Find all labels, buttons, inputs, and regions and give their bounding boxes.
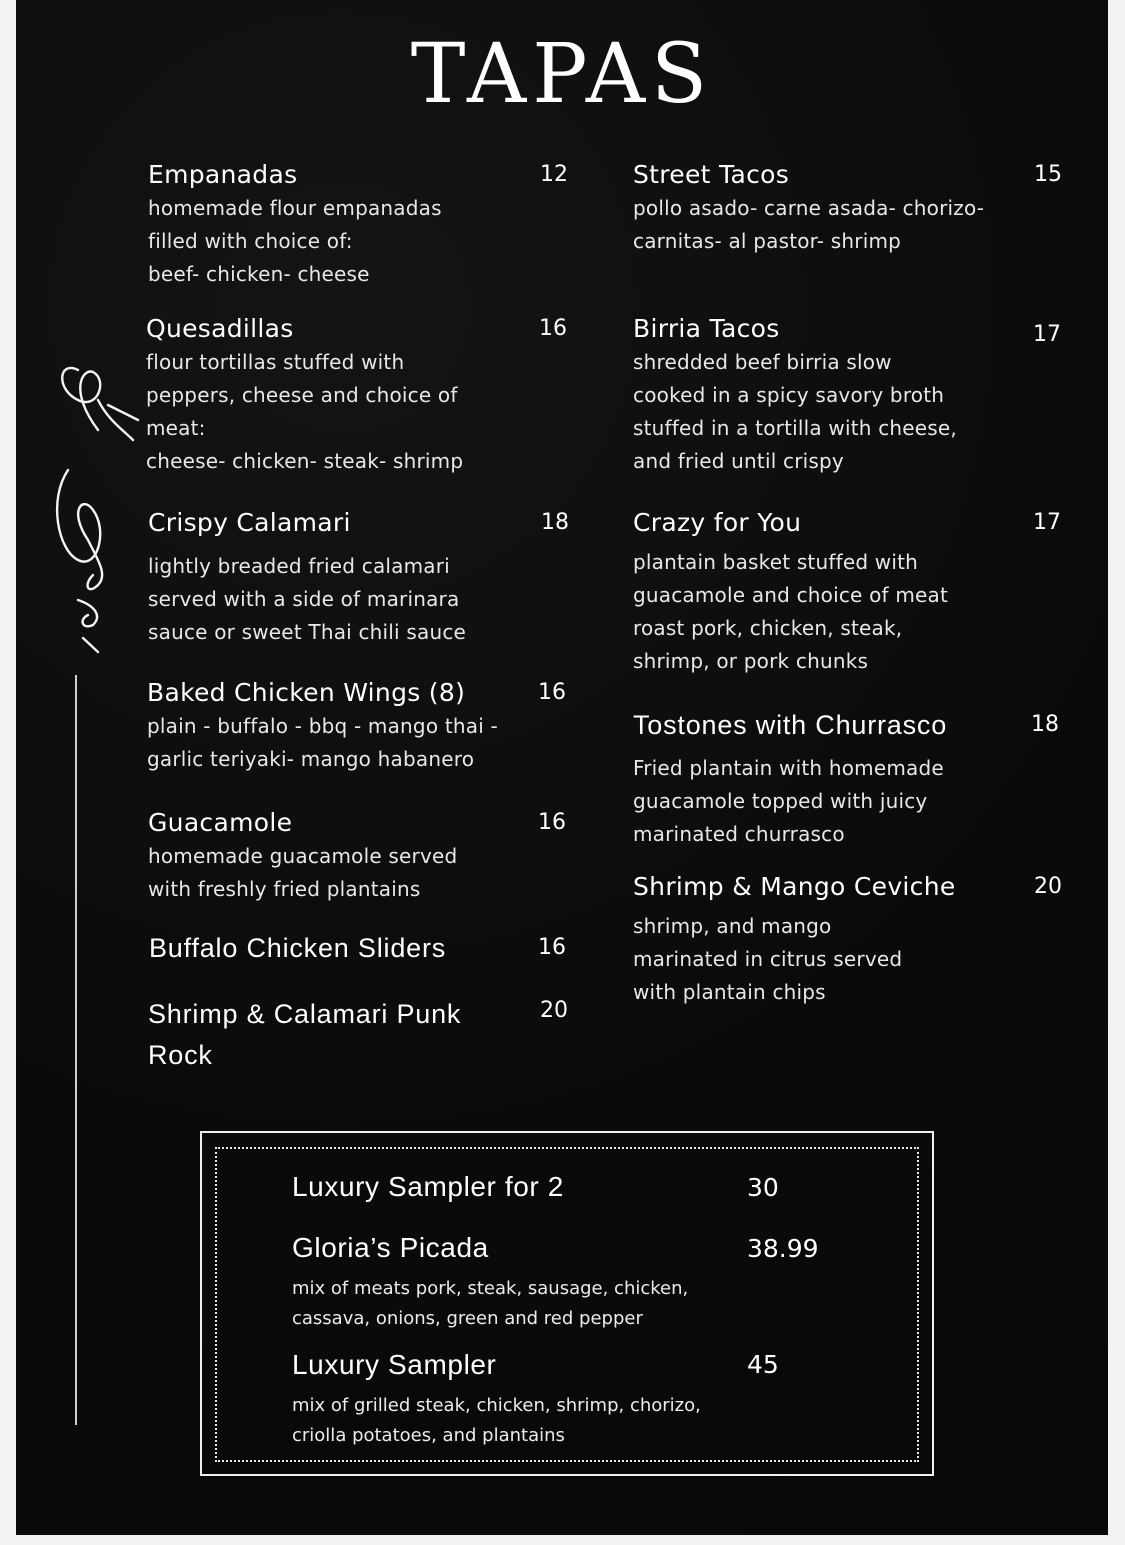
item-name: Street Tacos — [633, 160, 790, 189]
menu-item-buffalo-chicken-sliders — [149, 931, 569, 965]
item-price: 15 — [1034, 162, 1062, 187]
menu-item-baked-chicken-wings — [147, 676, 567, 776]
item-description: plain - buffalo - bbq - mango thai - garlic teriyaki- mango habanero — [147, 714, 498, 771]
menu-item-guacamole — [148, 806, 568, 906]
item-price: 17 — [1033, 510, 1061, 535]
item-description: homemade guacamole served with freshly fried plantains — [148, 844, 458, 901]
menu-item-shrimp-calamari-punk-rock — [148, 994, 568, 1076]
item-price: 20 — [1034, 874, 1062, 899]
sampler-description: mix of grilled steak, chicken, shrimp, chorizo, criolla potatoes, and plantains — [292, 1395, 701, 1446]
menu-item-crazy-for-you — [633, 506, 1073, 678]
sampler-name: Luxury Sampler — [292, 1349, 497, 1380]
sampler-name: Luxury Sampler for 2 — [292, 1171, 564, 1202]
divider-line — [75, 675, 77, 1425]
item-price: 18 — [541, 510, 569, 535]
sampler-name: Gloria’s Picada — [292, 1232, 489, 1263]
item-description: lightly breaded fried calamari served with a side of marinara sauce or sweet Thai chili sauce — [148, 554, 467, 644]
menu-item-quesadillas — [146, 312, 566, 478]
menu-item-crispy-calamari — [148, 506, 568, 649]
item-name: Shrimp & Mango Ceviche — [633, 872, 956, 901]
item-name: Buffalo Chicken Sliders — [149, 933, 447, 963]
sampler-item-glorias-picada — [292, 1230, 688, 1334]
item-description: Fried plantain with homemade guacamole topped with juicy marinated churrasco — [633, 756, 944, 846]
sampler-box — [200, 1131, 934, 1476]
menu-item-street-tacos — [633, 158, 1073, 258]
item-price: 16 — [539, 316, 567, 341]
item-name: Birria Tacos — [633, 314, 780, 343]
item-name: Crispy Calamari — [148, 508, 351, 537]
item-price: 20 — [540, 998, 568, 1023]
item-price: 16 — [538, 810, 566, 835]
item-name: Empanadas — [148, 160, 298, 189]
sampler-item-luxury — [292, 1347, 701, 1451]
item-price: 18 — [1031, 712, 1059, 737]
item-description: pollo asado- carne asada- chorizo- carnitas- al pastor- shrimp — [633, 196, 985, 253]
item-name: Guacamole — [148, 808, 293, 837]
menu-page — [16, 0, 1108, 1535]
menu-title: TAPAS — [410, 27, 714, 122]
sampler-price: 45 — [747, 1350, 779, 1379]
item-description: shredded beef birria slow cooked in a spicy savory broth stuffed in a tortilla with cheese, and fried until crispy — [633, 350, 957, 473]
sampler-price: 38.99 — [747, 1234, 819, 1263]
item-price: 16 — [538, 680, 566, 705]
item-name: Shrimp & Calamari Punk Rock — [148, 999, 462, 1070]
signature-logo — [38, 360, 148, 660]
item-description: flour tortillas stuffed with peppers, cheese and choice of meat: cheese- chicken- steak- shrimp — [146, 350, 464, 473]
item-name: Baked Chicken Wings (8) — [147, 678, 466, 707]
menu-item-tostones-with-churrasco — [633, 708, 1073, 851]
sampler-description: mix of meats pork, steak, sausage, chicken, cassava, onions, green and red pepper — [292, 1278, 689, 1329]
item-description: homemade flour empanadas filled with choice of: beef- chicken- cheese — [148, 196, 442, 286]
sampler-item-luxury-for-2 — [292, 1169, 564, 1205]
item-name: Crazy for You — [633, 508, 802, 537]
sampler-price: 30 — [747, 1173, 779, 1202]
item-price: 16 — [538, 935, 566, 960]
item-name: Tostones with Churrasco — [633, 710, 948, 740]
item-name: Quesadillas — [146, 314, 294, 343]
item-price: 17 — [1033, 322, 1061, 347]
menu-item-birria-tacos — [633, 312, 1073, 478]
item-description: shrimp, and mango marinated in citrus served with plantain chips — [633, 914, 903, 1004]
item-price: 12 — [540, 162, 568, 187]
item-description: plantain basket stuffed with guacamole and choice of meat roast pork, chicken, steak, shrimp, or pork chunks — [633, 550, 949, 673]
menu-item-shrimp-mango-ceviche — [633, 870, 1083, 1009]
menu-item-empanadas — [148, 158, 568, 291]
